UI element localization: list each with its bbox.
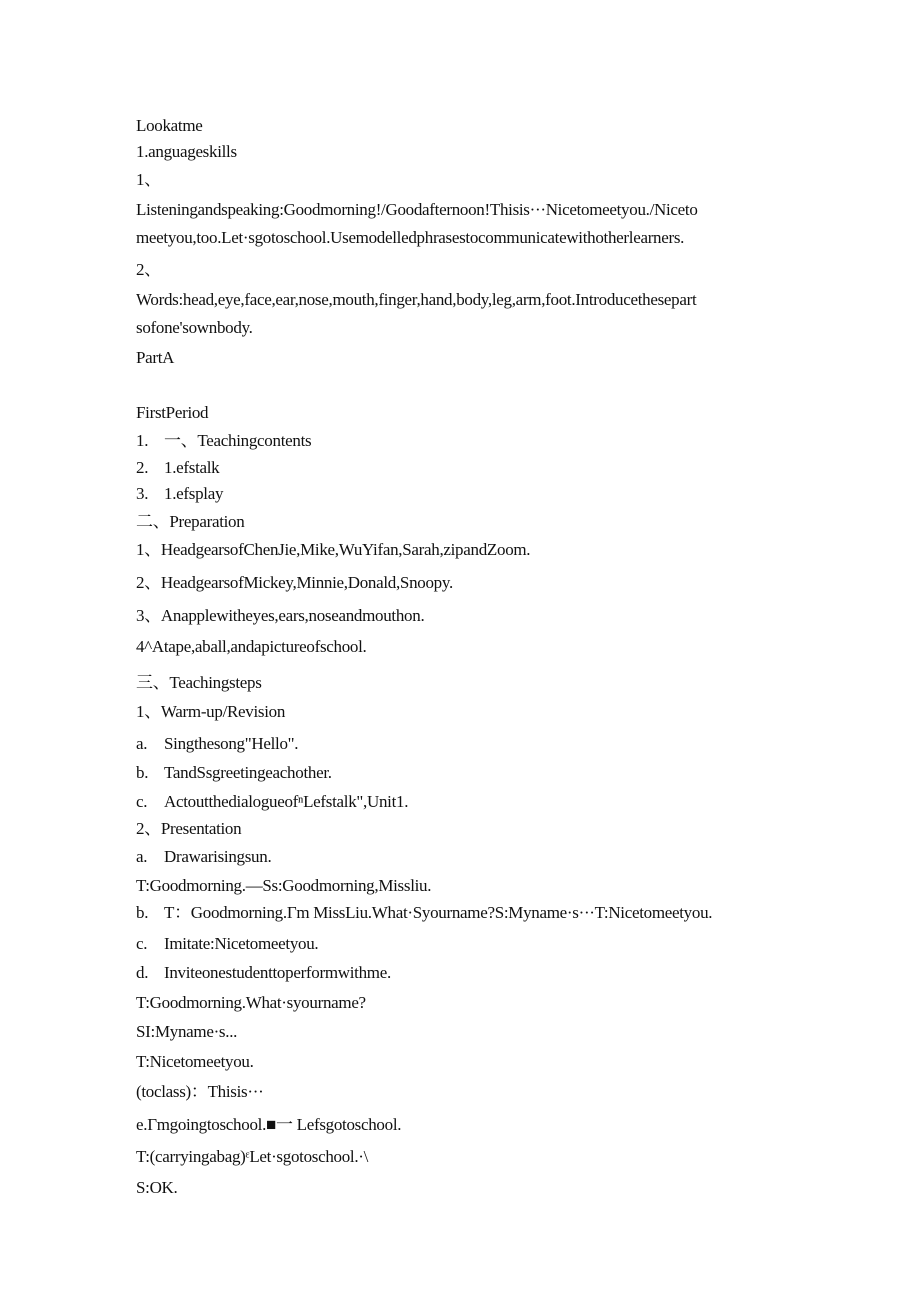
item-text: TandSsgreetingeachother. <box>164 763 332 782</box>
item-text: Imitate:Nicetomeetyou. <box>164 934 319 953</box>
skills-heading: 1.anguageskills <box>136 142 237 161</box>
item-letter: a. <box>136 734 148 753</box>
prep-item: 3、Anapplewitheyes,ears,noseandmouthon. <box>136 606 425 625</box>
item-text: T：Goodmorning.Γm MissLiu.What·Syourname?S:Myname·s···T:Nicetomeetyou. <box>164 903 713 922</box>
item-text: Drawarisingsun. <box>164 847 272 866</box>
presentation-heading: 2、Presentation <box>136 819 242 838</box>
presentation-item <box>136 934 318 954</box>
part-heading: PartA <box>136 348 175 367</box>
item-text: Inviteonestudenttoperformwithme. <box>164 963 391 982</box>
period-heading: FirstPeriod <box>136 403 209 422</box>
prep-item: 4^Atape,aball,andapictureofschool. <box>136 637 367 656</box>
steps-heading: 三、Teachingsteps <box>136 673 262 692</box>
dialog-line: S:OK. <box>136 1178 178 1197</box>
skill2-number: 2、 <box>136 260 161 279</box>
dialog-line: T:Goodmorning.What·syourname? <box>136 993 366 1012</box>
warmup-item <box>136 763 332 783</box>
skill2-text-line1: Words:head,eye,face,ear,nose,mouth,finger,hand,body,leg,arm,foot.Introducethesepart <box>136 290 697 309</box>
item-letter: b. <box>136 763 149 782</box>
item-letter: c. <box>136 792 148 811</box>
preparation-heading: 二、Preparation <box>136 512 245 531</box>
warmup-item <box>136 734 298 754</box>
prep-item: 2、HeadgearsofMickey,Minnie,Donald,Snoopy. <box>136 573 453 592</box>
item-letter: b. <box>136 903 149 922</box>
list-item-number: 3. <box>136 484 149 503</box>
dialog-line: e.Γmgoingtoschool.■一 Lefsgotoschool. <box>136 1115 402 1134</box>
item-letter: a. <box>136 847 148 866</box>
list-item <box>136 484 223 504</box>
list-item-text: 1.efstalk <box>164 458 220 477</box>
item-text: ActoutthedialogueofⁿLefstalk",Unit1. <box>164 792 409 811</box>
prep-item: 1、HeadgearsofChenJie,Mike,WuYifan,Sarah,zipandZoom. <box>136 540 531 559</box>
list-item-text: 1.efsplay <box>164 484 224 503</box>
dialog-line: T:Goodmorning.—Ss:Goodmorning,Missliu. <box>136 876 432 895</box>
skill1-text-line1: Listeningandspeaking:Goodmorning!/Goodafternoon!Thisis···Nicetomeetyou./Niceto <box>136 200 698 219</box>
dialog-line: SI:Myname·s... <box>136 1022 238 1041</box>
dialog-line: T:(carryingabag)ᵋLet·sgotoschool.·\ <box>136 1147 369 1166</box>
skill1-text-line2: meetyou,too.Let·sgotoschool.Usemodelledphrasestocommunicatewithotherlearners. <box>136 228 685 247</box>
list-item-text: 一、Teachingcontents <box>164 431 312 450</box>
doc-title: Lookatme <box>136 116 203 135</box>
list-item-number: 2. <box>136 458 149 477</box>
skill1-number: 1、 <box>136 170 161 189</box>
list-item <box>136 431 311 451</box>
item-letter: d. <box>136 963 149 982</box>
presentation-item <box>136 847 271 867</box>
presentation-item <box>136 963 391 983</box>
list-item <box>136 458 219 478</box>
item-text: Singthesong"Hello". <box>164 734 299 753</box>
item-letter: c. <box>136 934 148 953</box>
warmup-heading: 1、Warm-up/Revision <box>136 702 286 721</box>
list-item-number: 1. <box>136 431 149 450</box>
dialog-line: T:Nicetomeetyou. <box>136 1052 254 1071</box>
presentation-item <box>136 903 712 923</box>
warmup-item <box>136 792 408 812</box>
dialog-line: (toclass)：Thisis··· <box>136 1082 264 1101</box>
skill2-text-line2: sofone'sownbody. <box>136 318 253 337</box>
